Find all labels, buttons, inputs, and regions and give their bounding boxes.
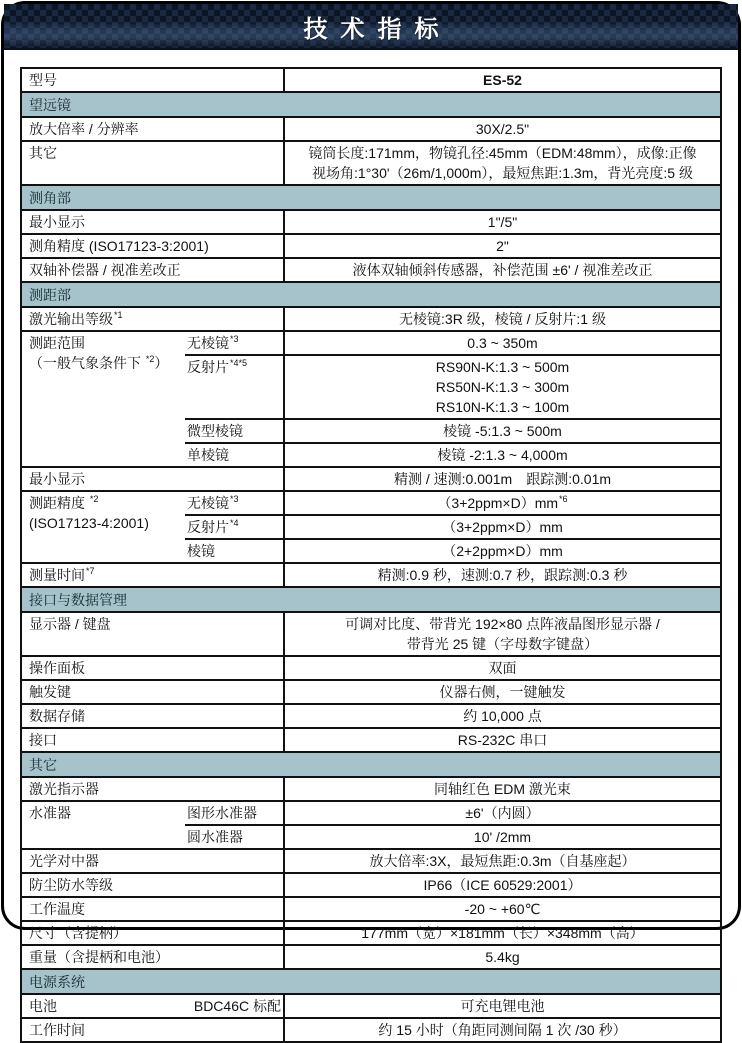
row-size bbox=[22, 922, 720, 946]
label-text: 测距范围 bbox=[29, 335, 85, 351]
row-weight-label: 重量（含提柄和电池） bbox=[22, 946, 285, 968]
value-line: 可调对比度、带背光 192×80 点阵液晶图形显示器 / bbox=[345, 616, 660, 632]
row-weight bbox=[22, 946, 720, 970]
row-trigger-value: 仪器右侧，一键触发 bbox=[439, 684, 566, 700]
page-title: 技术指标 bbox=[303, 15, 452, 43]
row-angle-accuracy-label: 测角精度 (ISO17123-3:2001) bbox=[22, 235, 285, 257]
row-laser-pointer-label: 激光指示器 bbox=[22, 778, 285, 800]
row-edm-min-display bbox=[22, 468, 720, 492]
group-levels-subrows bbox=[185, 802, 720, 848]
row-optical-plummet bbox=[22, 850, 720, 874]
row-telescope-other-value bbox=[285, 142, 720, 184]
subrow-reflective-sheet-value bbox=[285, 356, 720, 418]
section-header-telescope: 望远镜 bbox=[22, 93, 720, 118]
subrow-acc-prism-label: 棱镜 bbox=[185, 540, 285, 562]
group-range-subrows bbox=[185, 332, 720, 466]
row-battery-value: 可充电锂电池 bbox=[460, 998, 545, 1014]
row-angle-accuracy bbox=[22, 235, 720, 259]
value-line: 镜筒长度:171mm，物镜孔径:45mm（EDM:48mm），成像:正像 bbox=[308, 145, 697, 161]
footnote-mark: *4*5 bbox=[230, 358, 248, 369]
subrow-circular-level bbox=[185, 826, 720, 848]
subrow-graphic-level-value: ±6'（内圆） bbox=[465, 805, 540, 821]
row-measure-time-value: 精测:0.9 秒，速测:0.7 秒，跟踪测:0.3 秒 bbox=[377, 567, 628, 583]
label-text: (ISO17123-4:2001) bbox=[29, 515, 149, 531]
row-plummet-value: 放大倍率:3X，最短焦距:0.3m（自基座起） bbox=[369, 853, 636, 869]
row-panel bbox=[22, 657, 720, 681]
row-storage-value: 约 10,000 点 bbox=[463, 708, 542, 724]
subrow-single-prism-label: 单棱镜 bbox=[185, 444, 285, 466]
subrow-reflectorless-value: 0.3 ~ 350m bbox=[467, 335, 538, 351]
row-laser-class-label bbox=[22, 308, 285, 330]
row-laser-class bbox=[22, 308, 720, 332]
subrow-graphic-level-label: 图形水准器 bbox=[185, 802, 285, 824]
subrow-reflective-sheet bbox=[185, 356, 720, 420]
subrow-mini-prism bbox=[185, 420, 720, 444]
row-model-value: ES-52 bbox=[483, 72, 522, 88]
subrow-acc-sheet-label: 反射片$^{*4}$ bbox=[185, 516, 285, 538]
battery-label-text: 电池 bbox=[29, 998, 57, 1014]
value-line: 带背光 25 键（字母数字键盘） bbox=[406, 636, 599, 652]
row-compensator-label: 双轴补偿器 / 视准差改正 bbox=[22, 259, 285, 281]
row-trigger-key bbox=[22, 681, 720, 705]
label-text: 测距精度 $^{*2}$ bbox=[29, 494, 99, 511]
row-angle-min-display bbox=[22, 211, 720, 235]
row-telescope-other bbox=[22, 142, 720, 186]
row-laser-class-value: 无棱镜:3R 级，棱镜 / 反射片:1 级 bbox=[399, 311, 606, 327]
subrow-acc-prism bbox=[185, 540, 720, 562]
subrow-graphic-level bbox=[185, 802, 720, 826]
group-accuracy-label bbox=[22, 492, 185, 562]
row-size-label: 尺寸（含提柄） bbox=[22, 922, 285, 944]
battery-model-text: BDC46C 标配 bbox=[193, 998, 281, 1014]
group-levels bbox=[22, 802, 720, 850]
row-edm-min-value: 精测 / 速测:0.001m 跟踪测:0.01m bbox=[393, 471, 612, 487]
footnote-mark: *2 bbox=[145, 354, 155, 365]
subrow-acc-prism-value: （2+2ppm×D）mm bbox=[442, 543, 563, 559]
row-data-storage bbox=[22, 705, 720, 729]
row-telescope-other-label: 其它 bbox=[22, 142, 285, 184]
row-temperature-label: 工作温度 bbox=[22, 898, 285, 920]
row-temperature bbox=[22, 898, 720, 922]
row-laser-pointer bbox=[22, 778, 720, 802]
row-display-value bbox=[285, 613, 720, 655]
row-magnification-label: 放大倍率 / 分辨率 bbox=[22, 118, 285, 140]
label-text: 测量时间$^{*7}$ bbox=[29, 566, 95, 583]
subrow-reflective-sheet-label: 反射片$^{*4*5}$ bbox=[185, 356, 285, 418]
group-levels-label: 水准器 bbox=[29, 805, 71, 821]
value-line: RS90N-K:1.3 ~ 500m bbox=[435, 359, 570, 375]
row-display-label: 显示器 / 键盘 bbox=[22, 613, 285, 655]
value-line: $(3+2ppm\times D)mm^{*6}$ bbox=[437, 494, 568, 511]
row-trigger-label: 触发键 bbox=[22, 681, 285, 703]
row-compensator bbox=[22, 259, 720, 283]
row-storage-label: 数据存储 bbox=[22, 705, 285, 727]
row-edm-min-label: 最小显示 bbox=[22, 468, 285, 490]
label-text: （一般气象条件下 $^{*2}$） bbox=[29, 354, 169, 371]
footnote-mark: *7 bbox=[86, 566, 95, 577]
value-line: RS50N-K:1.3 ~ 300m bbox=[435, 379, 570, 395]
title-banner bbox=[4, 4, 738, 50]
section-header-angle: 测角部 bbox=[22, 186, 720, 211]
subrow-circular-level-value: 10' /2mm bbox=[473, 829, 532, 845]
row-size-value: 177mm（宽）×181mm（长）×348mm（高） bbox=[361, 925, 644, 941]
row-port-value: RS-232C 串口 bbox=[457, 732, 548, 748]
row-magnification bbox=[22, 118, 720, 142]
row-angle-accuracy-value: 2" bbox=[496, 238, 509, 254]
subrow-mini-prism-label: 微型棱镜 bbox=[185, 420, 285, 442]
row-display-keyboard bbox=[22, 613, 720, 657]
row-plummet-label: 光学对中器 bbox=[22, 850, 285, 872]
row-ip-label: 防尘防水等级 bbox=[22, 874, 285, 896]
value-line: RS10N-K:1.3 ~ 100m bbox=[435, 399, 570, 415]
subrow-acc-sheet-value: （3+2ppm×D）mm bbox=[442, 519, 563, 535]
footnote-mark: *2 bbox=[89, 494, 99, 505]
label-text: 激光输出等级$^{*1}$ bbox=[29, 310, 123, 327]
section-header-edm: 测距部 bbox=[22, 283, 720, 308]
section-header-interface: 接口与数据管理 bbox=[22, 588, 720, 613]
row-laser-pointer-value: 同轴红色 EDM 激光束 bbox=[434, 781, 571, 797]
subrow-reflectorless-label: 无棱镜$^{*3}$ bbox=[185, 332, 285, 354]
row-working-time-label: 工作时间 bbox=[22, 1019, 285, 1041]
footnote-mark: *4 bbox=[230, 518, 239, 529]
group-edm-accuracy bbox=[22, 492, 720, 564]
row-compensator-value: 液体双轴倾斜传感器，补偿范围 ±6' / 视准差改正 bbox=[352, 262, 653, 278]
spec-table bbox=[20, 67, 722, 1043]
row-model bbox=[22, 69, 720, 93]
row-port-label: 接口 bbox=[22, 729, 285, 751]
group-range-label bbox=[22, 332, 185, 466]
row-weight-value: 5.4kg bbox=[485, 949, 520, 965]
row-port bbox=[22, 729, 720, 753]
subrow-single-prism bbox=[185, 444, 720, 466]
subrow-single-prism-value: 棱镜 -2:1.3 ~ 4,000m bbox=[437, 447, 568, 463]
row-battery bbox=[22, 995, 720, 1019]
footnote-mark: *3 bbox=[230, 334, 239, 345]
row-panel-value: 双面 bbox=[488, 660, 517, 676]
row-measure-time-label bbox=[22, 564, 285, 586]
subrow-mini-prism-value: 棱镜 -5:1.3 ~ 500m bbox=[443, 423, 562, 439]
footnote-mark: *6 bbox=[559, 494, 568, 505]
footnote-mark: *3 bbox=[230, 494, 239, 505]
subrow-reflectorless bbox=[185, 332, 720, 356]
row-ip-rating bbox=[22, 874, 720, 898]
subrow-acc-reflectorless-label: 无棱镜$^{*3}$ bbox=[185, 492, 285, 514]
row-temperature-value: -20 ~ +60℃ bbox=[464, 901, 541, 917]
row-angle-min-label: 最小显示 bbox=[22, 211, 285, 233]
section-header-power: 电源系统 bbox=[22, 970, 720, 995]
row-measure-time bbox=[22, 564, 720, 588]
row-magnification-value: 30X/2.5" bbox=[475, 121, 530, 137]
subrow-acc-reflectorless bbox=[185, 492, 720, 516]
footnote-mark: *1 bbox=[114, 310, 123, 321]
row-ip-value: IP66（ICE 60529:2001） bbox=[423, 877, 582, 893]
row-angle-min-value: 1"/5" bbox=[487, 214, 518, 230]
spec-sheet-page bbox=[1, 1, 741, 1038]
row-battery-label bbox=[22, 995, 285, 1017]
section-header-other: 其它 bbox=[22, 753, 720, 778]
row-working-time-value: 约 15 小时（角距同测间隔 1 次 /30 秒） bbox=[378, 1022, 627, 1038]
subrow-circular-level-label: 圆水准器 bbox=[185, 826, 285, 848]
group-accuracy-subrows bbox=[185, 492, 720, 562]
row-panel-label: 操作面板 bbox=[22, 657, 285, 679]
row-working-time bbox=[22, 1019, 720, 1041]
row-model-label: 型号 bbox=[22, 69, 285, 91]
subrow-acc-reflectorless-value bbox=[285, 492, 720, 514]
subrow-acc-sheet bbox=[185, 516, 720, 540]
value-line: 视场角:1°30'（26m/1,000m），最短焦距:1.3m，背光亮度:5 级 bbox=[312, 165, 693, 181]
group-measuring-range bbox=[22, 332, 720, 468]
